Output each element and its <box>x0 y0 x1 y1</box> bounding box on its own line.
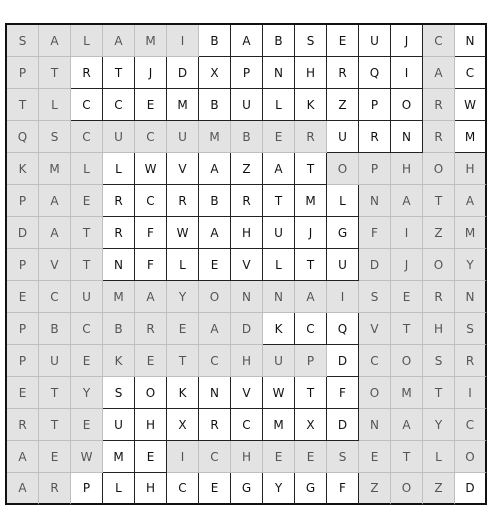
letter-cell[interactable]: I <box>391 57 423 89</box>
letter-cell[interactable]: C <box>167 473 199 505</box>
letter-cell[interactable]: C <box>135 121 167 153</box>
letter-cell[interactable]: T <box>423 185 455 217</box>
letter-cell[interactable]: H <box>231 345 263 377</box>
letter-cell[interactable]: L <box>39 89 71 121</box>
letter-cell[interactable]: D <box>231 313 263 345</box>
letter-cell[interactable]: E <box>71 409 103 441</box>
letter-cell[interactable]: D <box>7 217 39 249</box>
letter-cell[interactable]: M <box>391 377 423 409</box>
letter-cell[interactable]: D <box>455 473 487 505</box>
letter-cell[interactable]: B <box>39 313 71 345</box>
letter-cell[interactable]: T <box>71 217 103 249</box>
letter-cell[interactable]: N <box>103 249 135 281</box>
letter-cell[interactable]: O <box>391 345 423 377</box>
letter-cell[interactable]: T <box>71 249 103 281</box>
letter-cell[interactable]: Y <box>167 281 199 313</box>
letter-cell[interactable]: M <box>103 441 135 473</box>
letter-cell[interactable]: M <box>167 89 199 121</box>
letter-cell[interactable]: M <box>39 153 71 185</box>
letter-cell[interactable]: Y <box>71 377 103 409</box>
letter-cell[interactable]: B <box>199 25 231 57</box>
letter-cell[interactable]: V <box>39 249 71 281</box>
letter-cell[interactable]: A <box>103 25 135 57</box>
letter-cell[interactable]: E <box>199 473 231 505</box>
letter-cell[interactable]: C <box>71 313 103 345</box>
letter-cell[interactable]: S <box>327 441 359 473</box>
letter-cell[interactable]: O <box>455 441 487 473</box>
letter-cell[interactable]: N <box>263 281 295 313</box>
letter-cell[interactable]: H <box>135 409 167 441</box>
letter-cell[interactable]: P <box>7 57 39 89</box>
letter-cell[interactable]: H <box>423 313 455 345</box>
letter-cell[interactable]: L <box>103 473 135 505</box>
letter-cell[interactable]: C <box>295 313 327 345</box>
letter-cell[interactable]: T <box>423 377 455 409</box>
letter-cell[interactable]: P <box>7 249 39 281</box>
letter-cell[interactable]: U <box>263 217 295 249</box>
letter-cell[interactable]: H <box>295 57 327 89</box>
letter-cell[interactable]: E <box>39 441 71 473</box>
letter-cell[interactable]: C <box>455 57 487 89</box>
letter-cell[interactable]: J <box>135 57 167 89</box>
letter-cell[interactable]: E <box>7 281 39 313</box>
letter-cell[interactable]: T <box>39 377 71 409</box>
letter-cell[interactable]: R <box>167 185 199 217</box>
letter-cell[interactable]: S <box>455 313 487 345</box>
letter-cell[interactable]: H <box>231 217 263 249</box>
letter-cell[interactable]: F <box>359 217 391 249</box>
letter-cell[interactable]: K <box>103 345 135 377</box>
letter-cell[interactable]: G <box>295 473 327 505</box>
letter-cell[interactable]: R <box>231 185 263 217</box>
letter-cell[interactable]: X <box>199 57 231 89</box>
letter-cell[interactable]: C <box>39 281 71 313</box>
letter-cell[interactable]: S <box>423 345 455 377</box>
letter-cell[interactable]: M <box>103 281 135 313</box>
letter-cell[interactable]: W <box>135 153 167 185</box>
letter-cell[interactable]: C <box>359 345 391 377</box>
letter-cell[interactable]: T <box>391 441 423 473</box>
letter-cell[interactable]: I <box>167 441 199 473</box>
letter-cell[interactable]: D <box>327 409 359 441</box>
letter-cell[interactable]: C <box>103 89 135 121</box>
letter-cell[interactable]: U <box>327 249 359 281</box>
letter-cell[interactable]: A <box>39 25 71 57</box>
letter-cell[interactable]: O <box>327 153 359 185</box>
letter-cell[interactable]: T <box>39 409 71 441</box>
letter-cell[interactable]: O <box>391 473 423 505</box>
letter-cell[interactable]: L <box>103 153 135 185</box>
letter-cell[interactable]: F <box>135 217 167 249</box>
letter-cell[interactable]: Z <box>359 473 391 505</box>
letter-cell[interactable]: W <box>71 441 103 473</box>
letter-cell[interactable]: E <box>135 89 167 121</box>
letter-cell[interactable]: G <box>327 217 359 249</box>
letter-cell[interactable]: A <box>39 217 71 249</box>
letter-cell[interactable]: B <box>199 185 231 217</box>
letter-cell[interactable]: Y <box>455 249 487 281</box>
letter-cell[interactable]: J <box>391 249 423 281</box>
letter-cell[interactable]: L <box>327 185 359 217</box>
letter-cell[interactable]: F <box>327 473 359 505</box>
letter-cell[interactable]: E <box>295 441 327 473</box>
letter-cell[interactable]: C <box>455 409 487 441</box>
letter-cell[interactable]: A <box>295 281 327 313</box>
letter-cell[interactable]: U <box>167 121 199 153</box>
letter-cell[interactable]: C <box>423 25 455 57</box>
letter-cell[interactable]: W <box>167 217 199 249</box>
letter-cell[interactable]: N <box>391 121 423 153</box>
letter-cell[interactable]: G <box>231 473 263 505</box>
letter-cell[interactable]: P <box>7 345 39 377</box>
letter-cell[interactable]: A <box>455 185 487 217</box>
letter-cell[interactable]: S <box>39 121 71 153</box>
letter-cell[interactable]: U <box>359 25 391 57</box>
letter-cell[interactable]: R <box>295 121 327 153</box>
letter-cell[interactable]: X <box>295 409 327 441</box>
letter-cell[interactable]: E <box>71 185 103 217</box>
letter-cell[interactable]: X <box>167 409 199 441</box>
letter-cell[interactable]: M <box>455 217 487 249</box>
letter-cell[interactable]: E <box>327 25 359 57</box>
letter-cell[interactable]: E <box>199 249 231 281</box>
letter-cell[interactable]: T <box>103 57 135 89</box>
letter-cell[interactable]: J <box>295 217 327 249</box>
letter-cell[interactable]: Q <box>327 313 359 345</box>
letter-cell[interactable]: U <box>71 281 103 313</box>
letter-cell[interactable]: O <box>423 249 455 281</box>
letter-cell[interactable]: U <box>103 409 135 441</box>
letter-cell[interactable]: U <box>103 121 135 153</box>
letter-cell[interactable]: E <box>135 441 167 473</box>
letter-cell[interactable]: V <box>231 249 263 281</box>
letter-cell[interactable]: C <box>135 185 167 217</box>
letter-cell[interactable]: P <box>295 345 327 377</box>
letter-cell[interactable]: R <box>359 121 391 153</box>
letter-cell[interactable]: N <box>455 281 487 313</box>
letter-cell[interactable]: L <box>423 441 455 473</box>
letter-cell[interactable]: Q <box>359 57 391 89</box>
letter-cell[interactable]: I <box>327 281 359 313</box>
letter-cell[interactable]: M <box>455 121 487 153</box>
letter-cell[interactable]: L <box>71 25 103 57</box>
letter-cell[interactable]: R <box>39 473 71 505</box>
letter-cell[interactable]: R <box>423 281 455 313</box>
letter-cell[interactable]: R <box>423 121 455 153</box>
letter-cell[interactable]: F <box>327 377 359 409</box>
letter-cell[interactable]: I <box>391 217 423 249</box>
letter-cell[interactable]: E <box>391 281 423 313</box>
letter-cell[interactable]: F <box>135 249 167 281</box>
letter-cell[interactable]: O <box>391 89 423 121</box>
letter-cell[interactable]: D <box>167 57 199 89</box>
letter-cell[interactable]: K <box>263 313 295 345</box>
letter-cell[interactable]: P <box>7 185 39 217</box>
letter-cell[interactable]: N <box>455 25 487 57</box>
letter-cell[interactable]: L <box>263 89 295 121</box>
letter-cell[interactable]: E <box>263 121 295 153</box>
letter-cell[interactable]: E <box>7 377 39 409</box>
letter-cell[interactable]: T <box>295 377 327 409</box>
letter-cell[interactable]: S <box>295 25 327 57</box>
letter-cell[interactable]: C <box>199 345 231 377</box>
letter-cell[interactable]: K <box>167 377 199 409</box>
letter-cell[interactable]: A <box>231 25 263 57</box>
letter-cell[interactable]: T <box>263 185 295 217</box>
letter-cell[interactable]: R <box>455 345 487 377</box>
letter-cell[interactable]: B <box>263 25 295 57</box>
letter-cell[interactable]: D <box>327 345 359 377</box>
letter-cell[interactable]: O <box>359 377 391 409</box>
letter-cell[interactable]: E <box>263 441 295 473</box>
letter-cell[interactable]: E <box>359 441 391 473</box>
letter-cell[interactable]: B <box>231 121 263 153</box>
letter-cell[interactable]: E <box>135 345 167 377</box>
letter-cell[interactable]: M <box>263 409 295 441</box>
letter-cell[interactable]: U <box>231 89 263 121</box>
letter-cell[interactable]: R <box>327 57 359 89</box>
letter-cell[interactable]: Y <box>263 473 295 505</box>
letter-cell[interactable]: T <box>295 249 327 281</box>
letter-cell[interactable]: S <box>103 377 135 409</box>
letter-cell[interactable]: P <box>231 57 263 89</box>
letter-cell[interactable]: C <box>199 441 231 473</box>
letter-cell[interactable]: E <box>71 345 103 377</box>
letter-cell[interactable]: A <box>7 441 39 473</box>
letter-cell[interactable]: T <box>167 345 199 377</box>
letter-cell[interactable]: T <box>391 313 423 345</box>
letter-cell[interactable]: T <box>39 57 71 89</box>
letter-cell[interactable]: Z <box>423 473 455 505</box>
letter-cell[interactable]: Y <box>423 409 455 441</box>
letter-cell[interactable]: B <box>103 313 135 345</box>
letter-cell[interactable]: R <box>71 57 103 89</box>
letter-cell[interactable]: C <box>231 409 263 441</box>
letter-cell[interactable]: H <box>455 153 487 185</box>
letter-cell[interactable]: R <box>7 409 39 441</box>
letter-cell[interactable]: O <box>199 281 231 313</box>
letter-cell[interactable]: O <box>423 153 455 185</box>
letter-cell[interactable]: A <box>199 313 231 345</box>
letter-cell[interactable]: C <box>71 121 103 153</box>
letter-cell[interactable]: W <box>455 89 487 121</box>
letter-cell[interactable]: P <box>359 153 391 185</box>
letter-cell[interactable]: S <box>7 25 39 57</box>
letter-cell[interactable]: J <box>391 25 423 57</box>
letter-cell[interactable]: A <box>263 153 295 185</box>
word-search-grid <box>5 23 487 505</box>
letter-cell[interactable]: U <box>39 345 71 377</box>
letter-cell[interactable]: Q <box>7 121 39 153</box>
letter-cell[interactable]: T <box>7 89 39 121</box>
letter-cell[interactable]: I <box>455 377 487 409</box>
letter-cell[interactable]: U <box>327 121 359 153</box>
letter-cell[interactable]: H <box>391 153 423 185</box>
letter-cell[interactable]: L <box>263 249 295 281</box>
letter-cell[interactable]: A <box>423 57 455 89</box>
letter-cell[interactable]: M <box>135 25 167 57</box>
letter-cell[interactable]: A <box>199 217 231 249</box>
letter-cell[interactable]: R <box>103 217 135 249</box>
letter-cell[interactable]: A <box>7 473 39 505</box>
letter-cell[interactable]: A <box>199 153 231 185</box>
letter-cell[interactable]: I <box>167 25 199 57</box>
letter-cell[interactable]: U <box>263 345 295 377</box>
letter-cell[interactable]: N <box>231 281 263 313</box>
letter-cell[interactable]: N <box>359 185 391 217</box>
letter-cell[interactable]: H <box>231 441 263 473</box>
letter-cell[interactable]: Z <box>423 217 455 249</box>
letter-cell[interactable]: L <box>167 249 199 281</box>
letter-cell[interactable]: V <box>359 313 391 345</box>
letter-cell[interactable]: E <box>167 313 199 345</box>
letter-cell[interactable]: A <box>391 185 423 217</box>
letter-cell[interactable]: O <box>135 377 167 409</box>
letter-cell[interactable]: P <box>7 313 39 345</box>
letter-cell[interactable]: K <box>295 89 327 121</box>
letter-cell[interactable]: V <box>167 153 199 185</box>
letter-cell[interactable]: L <box>71 153 103 185</box>
letter-cell[interactable]: N <box>199 377 231 409</box>
letter-cell[interactable]: A <box>135 281 167 313</box>
letter-cell[interactable]: S <box>359 281 391 313</box>
letter-cell[interactable]: R <box>199 409 231 441</box>
letter-cell[interactable]: K <box>7 153 39 185</box>
letter-cell[interactable]: B <box>199 89 231 121</box>
letter-cell[interactable]: V <box>231 377 263 409</box>
letter-cell[interactable]: T <box>295 153 327 185</box>
letter-cell[interactable]: D <box>359 249 391 281</box>
letter-cell[interactable]: P <box>71 473 103 505</box>
letter-cell[interactable]: M <box>199 121 231 153</box>
letter-cell[interactable]: H <box>135 473 167 505</box>
letter-cell[interactable]: C <box>71 89 103 121</box>
letter-cell[interactable]: M <box>295 185 327 217</box>
letter-cell[interactable]: Z <box>327 89 359 121</box>
letter-cell[interactable]: W <box>263 377 295 409</box>
letter-cell[interactable]: N <box>263 57 295 89</box>
letter-cell[interactable]: Z <box>231 153 263 185</box>
letter-cell[interactable]: R <box>135 313 167 345</box>
letter-cell[interactable]: R <box>103 185 135 217</box>
letter-cell[interactable]: A <box>39 185 71 217</box>
letter-cell[interactable]: A <box>391 409 423 441</box>
letter-cell[interactable]: N <box>359 409 391 441</box>
letter-cell[interactable]: P <box>359 89 391 121</box>
letter-cell[interactable]: R <box>423 89 455 121</box>
